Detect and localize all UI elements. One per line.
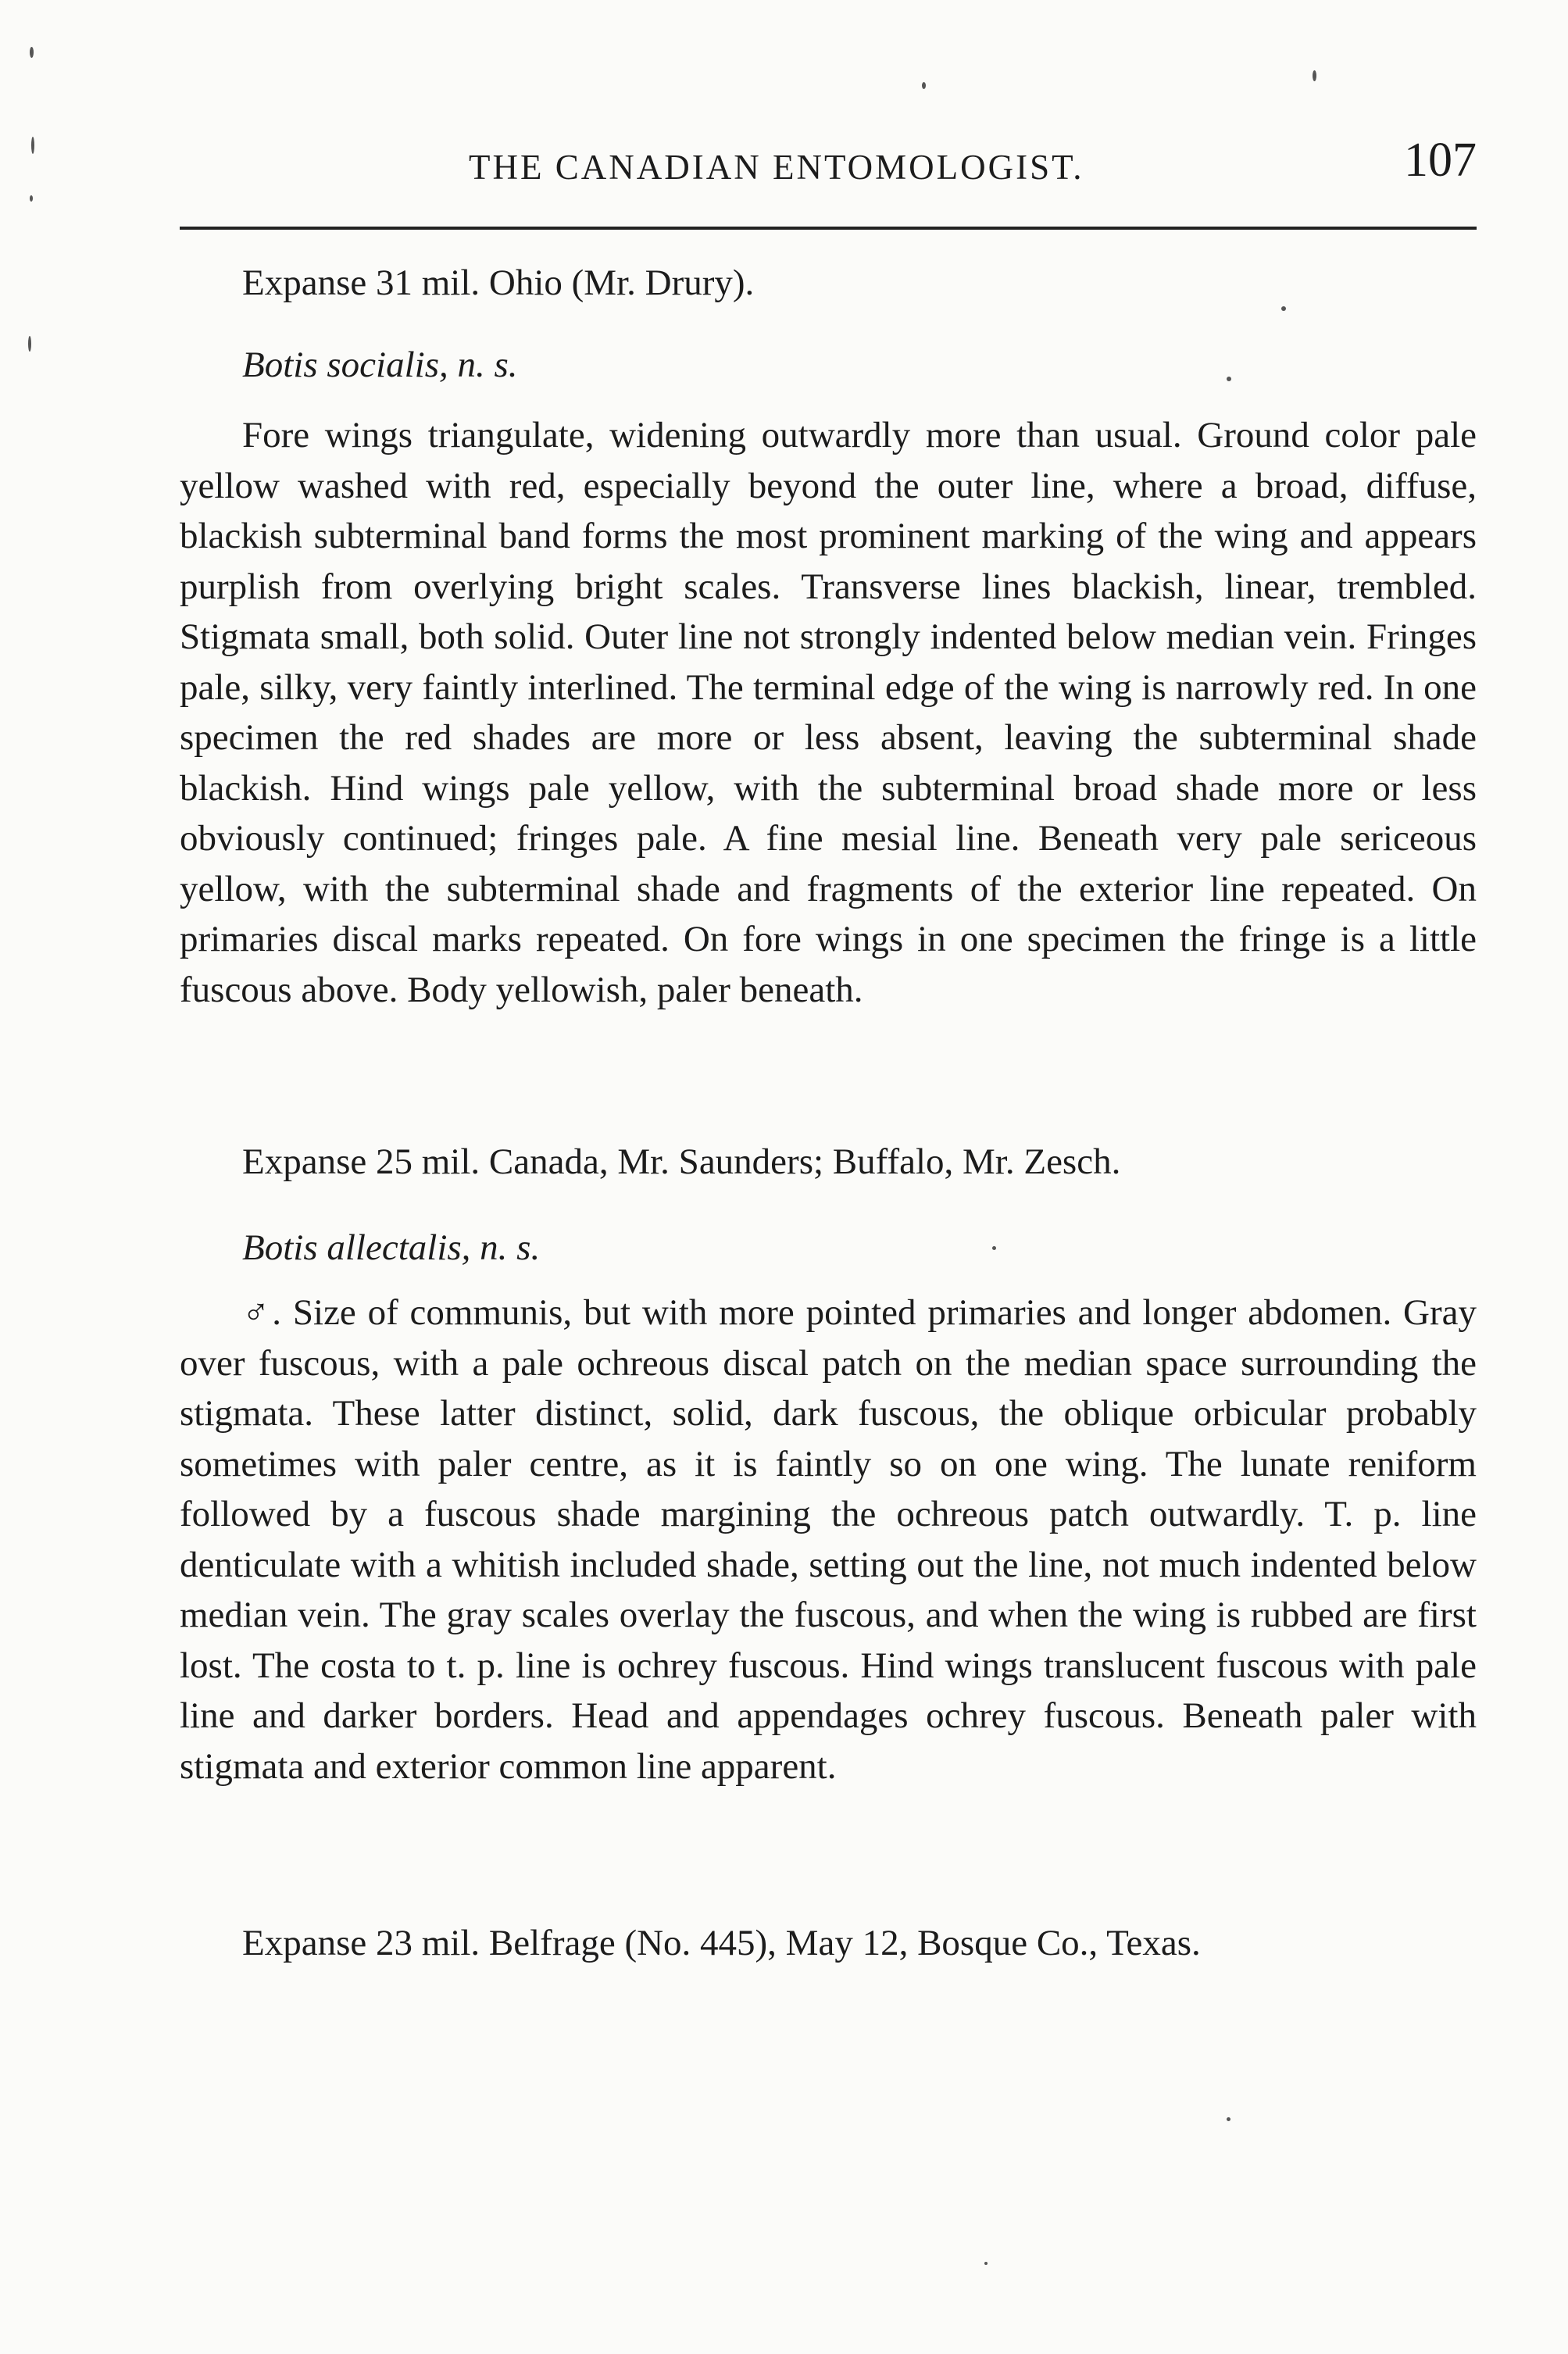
scan-speck [1227,377,1231,381]
scan-speck [28,336,31,352]
page-header [180,133,1477,195]
scan-speck [992,1246,996,1250]
running-title: THE CANADIAN ENTOMOLOGIST. [469,148,1084,187]
species-heading-socialis: Botis socialis, n. s. [242,345,518,385]
scan-speck [30,47,34,58]
species-heading-allectalis: Botis allectalis, n. s. [242,1227,541,1268]
scan-speck [30,195,33,202]
species-description-socialis: Fore wings triangulate, widening outwardly more than usual. Ground color pale yellow washed with red, especially beyond the outer line, where a broad, diffuse, blackish subterminal band forms the most prominent marking of the wing and appears purplish from overlying bright scales. Transverse lines blackish, linear, trembled. Stigmata small, both solid. Outer line not strongly indented below median vein. Fringes pale, silky, very faintly interlined. The terminal edge of the wing is narrowly red. In one specimen the red shades are more or less absent, leaving the subterminal shade blackish. Hind wings pale yellow, with the subterminal broad shade more or less obviously continued; fringes pale. A fine mesial line. Beneath very pale sericeous yellow, with the subterminal shade and fragments of the exterior line repeated. On primaries discal marks repeated. On fore wings in one specimen the fringe is a little fuscous above. Body yellowish, paler beneath. [180,415,1477,1010]
species-description-allectalis: ♂. Size of communis, but with more pointed primaries and longer abdomen. Gray over fuscous, with a pale ochreous discal patch on the median space surrounding the stigmata. These latter distinct, solid, dark fuscous, the oblique orbicular probably sometimes with paler centre, as it is faintly so on one wing. The lunate reniform followed by a fuscous shade margining the ochreous patch outwardly. T. p. line denticulate with a whitish included shade, setting out the line, not much indented below median vein. The gray scales overlay the fuscous, and when the wing is rubbed are first lost. The costa to t. p. line is ochrey fuscous. Hind wings translucent fuscous with pale line and darker borders. Head and appendages ochrey fuscous. Beneath paler with stigmata and exterior common line apparent. [180,1292,1477,1787]
page-number: 107 [1404,134,1477,187]
expanse-line-allectalis: Expanse 23 mil. Belfrage (No. 445), May 12, Bosque Co., Texas. [242,1923,1201,1963]
expanse-line-1: Expanse 31 mil. Ohio (Mr. Drury). [242,263,755,303]
expanse-line-socialis: Expanse 25 mil. Canada, Mr. Saunders; Buffalo, Mr. Zesch. [242,1141,1121,1182]
scan-speck [1281,306,1286,311]
scan-speck [922,82,926,89]
scan-speck [1313,70,1316,81]
header-rule [180,227,1477,230]
scan-speck [1227,2117,1230,2121]
scan-speck [31,137,34,154]
scan-speck [984,2262,988,2265]
